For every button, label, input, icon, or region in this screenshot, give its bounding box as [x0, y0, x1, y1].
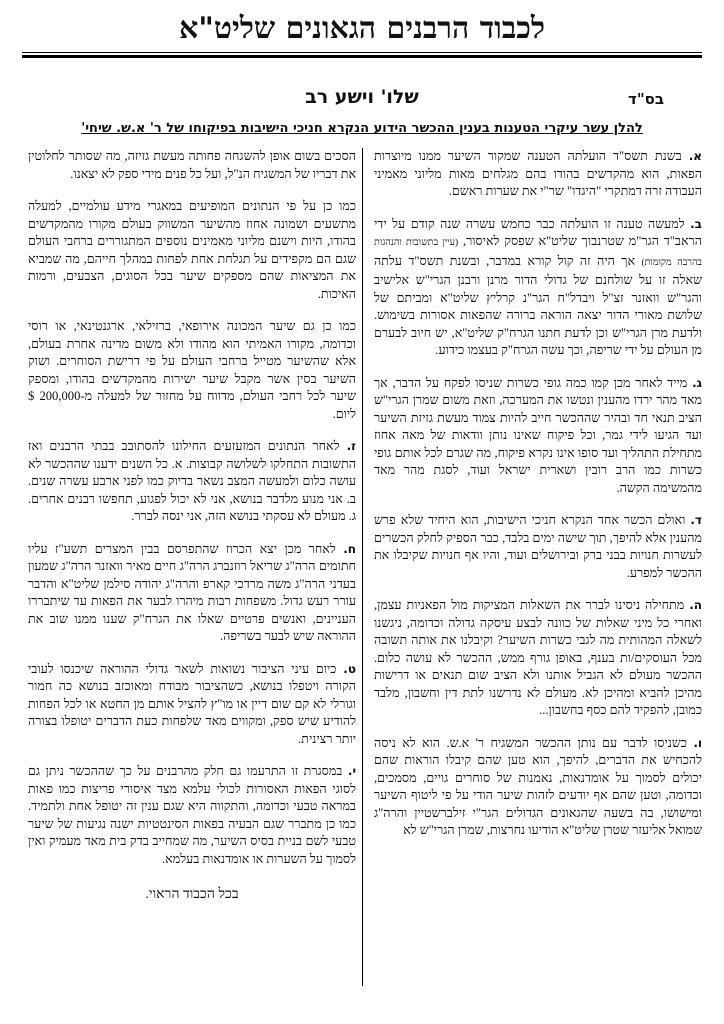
closing-line: בכל הכבוד הראוי.: [145, 887, 239, 902]
greeting: שלו' וישע רב: [305, 86, 419, 108]
paragraph: ו. כשניסו לדבר עם נותן ההכשר המשגיח ר' א.ש. הוא לא ניסה להכחיש את הדברים, להיפך, הוא טען שהם קיבלו הוראות שהם יכולים לסמוך על אומדנאות, נאמנות של סוחרים גויים, מסמכים, וכדומה, וטען שהם אף יודעים לזהות שיער הודי על פי ליטוף השיער ומישושו, בה בשעה שהגאונים הגדולים הגר"י זילברשטיין והרה"ג שמואל אליעזר שטרן שליט"א הודיעו נחרצות, שמרן הגרי"ש לא: [374, 735, 702, 837]
paragraph: כמו כן על פי הנתונים המופיעים במאגרי מידע עולמיים, למעלה מתשעים ושמונה אחוז מהשיער המשווק בעולם מקורו מהמקדשים בהודו, היות וישנם מליוני מאמינים נוספים המתגוררים ברחבי העולם שגם הם מקפידים על תגלחת אחת לפחות במהלך חייהם, מה שמביא את המציאות שהם מספקים שיער בכל הסוגים, הצבעים, ורמות האיכות.: [28, 199, 356, 301]
citation-note: (עיין בתשובות והנהגות בהרבה מקומות): [374, 238, 702, 268]
bsd-mark: בס"ד: [628, 90, 664, 108]
paragraph: ז. לאחר הנתונים המזעזעים החילונו להסתובב בבתי הרבנים ואז התשובות התחלקו לשלושה קבוצות. א. כל השנים ידענו שההכשר לא עושה כלום ולמעשה המצב נשאר בדיוק כמו לפני ארבע עשרה שנים. ב. אני מנוע מלדבר בנושא, אני לא יכול לפגוע, תחפשו רבנים אחרים. ג. מעולם לא עסקתי בנושא הזה, אני ינסה לברר.: [28, 439, 356, 523]
subtitle: להלן עשר עיקרי הטענות בענין ההכשר הידוע הנקרא חניכי הישיבות בפיקוחו של ר' א.ש. שיחי': [81, 121, 643, 136]
paragraph: א. בשנת תשס"ד הועלתה הטענה שמקור השיער ממנו מיוצרות הפאות, הוא מהקדשים בהודו בהם מגלחים מאות מליוני מאמיני העבודה זרה דמתקרי "היגדו" שר"י את שערות ראשם.: [374, 149, 703, 198]
paragraph: ג. מייד לאחר מכן קמו כמה גופי כשרות שניסו לפקח על הדבר, אך מאד מהר ירדו מהענין ונטשו את המערכה, וזאת משום שמרן הגרי"ש הציב תנאי חד ובהיר שההכשר חייב להיות צמוד מעשת גזיזת השיער ועד הגיעו לידי גמר, וכל פיקוח שאינו נותן וודאות של מאה אחוז מתחילת התהליך ועד סופו אינו נקרא פיקוח, מה שגרם לכל אותם גופי כשרות כמו הרב רובין ושארית ישראל ועוד, לסגת מהר מאד מהמשימה הקשה.: [374, 375, 702, 495]
paragraph: ח. לאחר מכן יצא הכרוז שהתפרסם בבין המצרים תשע"ז עליו חתומים הרה"ג שריאל רוזנברג הרה"ג חיים מאיר וואזנר הרה"ג שמעון בעדני הרה"ג משה מרדכי קארפ והרה"ג יהודה סילמן שליט"א והדבר עורר רעש גדול. משפחות רבות מיהרו לבער את הפאות עד שיתבררו העניינים, ואנשים פרטיים שאלו את הגרח"ק שענו ממנו שוב את ההוראה שיש לבער בשריפה.: [28, 541, 356, 643]
column-divider: [362, 148, 363, 986]
paragraph: י. במסגרת זו התרעמו גם חלק מהרבנים על כך שההכשר ניתן גם לסוגי הפאות האסורות לכולי עלמא מצד איסורי פריצות כמו פאות במראה טבעי וכדומה, והתקווה היא שגם ענין זה יטופל אחת ולתמיד. כמו כן מתברר שגם הבעיה בפאות הסינטטיות ישנה נגיעות של שיער טבעי לשם בניית בסיס השיער, מה שמחייב בדק בית מאד מעמיק ואין לסמוך על השערות או אומדנאות בעלמא.: [28, 764, 357, 866]
letter-page: [14, 8, 710, 1016]
paragraph: ד. ואולם הכשר אחד הנקרא חניכי הישיבות, הוא היחיד שלא פרש מהענין אלא להיפך, תוך שישה ימים בלבד, כבר הספיק לחלק הכשרים לעשרות חנויות בבני ברק ובירושלים ועוד, והיו אף חנויות שקיבלו את ההכשר למפרע.: [374, 513, 702, 580]
right-column: [374, 148, 702, 855]
page-title: לכבוד הרבנים הגאונים שליט"א: [179, 11, 545, 46]
paragraph: ה. מתחילה ניסינו לברר את השאלות המציקות מול הפאניות עצמן, ואחרי כל מיני שאלות של כוונה לבצע עיסקה גדולה וכדומה, ניגשנו לשאלה המהותית מה לגבי כשרות השיער? וקיבלנו את אותה תשובה מכל העוסקים/ות בענף, באופן גורף ממש, ההכשר לא עושה כלום. ההכשר מעולם לא הגביל אותנו ולא הציב שום תנאים או דרישות מהיכן להביא ומהיכן לא. מעולם לא נדרשנו לתת דין וחשבון, מלבד כמובן, להפקיד להם כסף בחשבון...: [374, 598, 702, 717]
left-column: [28, 148, 356, 904]
title-divider: [22, 52, 702, 58]
paragraph: כמו כן גם שיער המכונה אירופאי, ברזילאי, ארגנטינאי, או רוסי וכדומה, מקורו האמיתי הוא מהודו ולא משום מדינה אחרת בעולם, אלא שהשיער מטייל ברחבי העולם על פי דרישת הסוחרים. ושוק השיער בסין אשר מקבל שיער ישירות מהמקדשים בהודו, ומספק שיער לכל רחבי העולם, מדווח על מחזור של למעלה מ-200,000 $ ליום.: [28, 319, 357, 421]
paragraph: ב. למעשה טענה זו הועלתה כבר כחמש עשרה שנה קודם על ידי הראב"ד הגר"מ שטרנבוך שליט"א שפסק לאיסור, (עיין בתשובות והנהגות בהרבה מקומות) אך היה זה קול קורא במדבר, ובשנת תשס"ד עלתה שאלה זו על שולחנם של גדולי הדור מרנן ורבנן הגרי"ש אלישיב והגר"ש וואזנר זצ"ל ויבדל"ח הגר"נ קרליץ שליט"א ומביתם של שלושת מאורי הדור יצאה הוראה ברורה שהפאות אסורות בשימוש. ולדעת מרן הגרי"ש וכן לדעת חתנו הגרח"ק שליט"א, יש חיוב לבערם מן העולם על ידי שריפה, וכך עשה הגרח"ק בעצמו כידוע.: [374, 216, 703, 357]
paragraph: ט. כיום עיני הציבור נשואות לשאר גדולי ההוראה שיכנסו לעובי הקורה ויטפלו בנושא, כשהציבור מבודח ומאוכזב בנושא כה חמור וגורלי לא קם שום דיין או מו"ץ להציל אותם מן החטא או לכל הפחות להודיע שיש ספק, ומקווים מאד שלפחות כעת הדברים יטופלו בצורה יותר רצינית.: [28, 661, 356, 746]
paragraph: הסכים בשום אופן להשגחה פחותה מעשת גזיזה, מה שסותר לחלוטין את דבריו של המשגיח הנ"ל, ועל כל פנים מידי ספק לא יצאנו.: [28, 149, 356, 181]
